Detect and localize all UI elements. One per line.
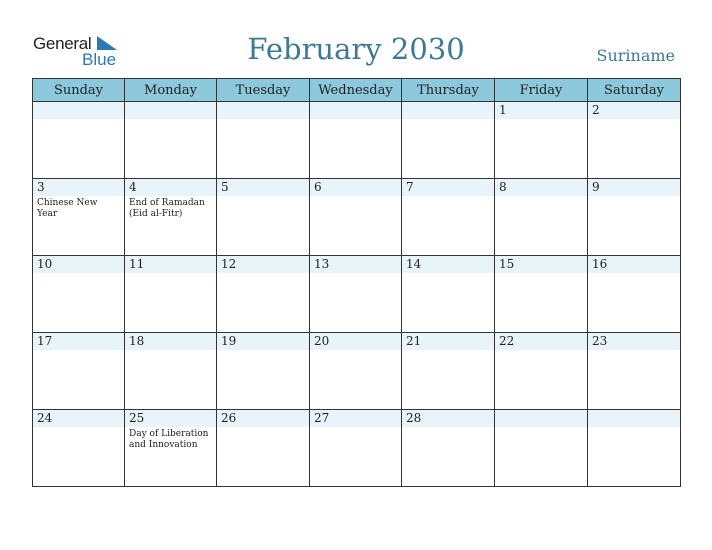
holiday-label: [495, 350, 587, 352]
day-cell[interactable]: [588, 256, 681, 333]
day-number: 7: [406, 180, 414, 194]
day-number: 26: [221, 411, 237, 425]
day-number-band: [588, 333, 680, 350]
holiday-label: [217, 119, 309, 121]
day-number: 2: [592, 103, 600, 117]
day-cell[interactable]: [217, 179, 310, 256]
holiday-label: [125, 350, 216, 352]
day-number-band: [495, 410, 587, 427]
logo-general-text: General: [33, 34, 92, 53]
week-row: [33, 410, 681, 487]
day-number-band: [588, 102, 680, 119]
day-number-band: [125, 410, 216, 427]
day-number-band: [402, 179, 494, 196]
calendar-grid: [32, 78, 681, 487]
holiday-label: [588, 350, 680, 352]
country-label: Suriname: [596, 46, 675, 65]
day-number: 9: [592, 180, 600, 194]
day-cell[interactable]: [495, 333, 588, 410]
weekday-header-row: [33, 79, 681, 102]
holiday-label: [33, 427, 124, 429]
holiday-label: [125, 273, 216, 275]
day-cell[interactable]: [125, 102, 217, 179]
day-number: 17: [37, 334, 53, 348]
day-cell[interactable]: [125, 410, 217, 487]
day-cell[interactable]: [402, 333, 495, 410]
week-row: [33, 179, 681, 256]
holiday-label: [33, 350, 124, 352]
day-number: 15: [499, 257, 515, 271]
holiday-label: [33, 273, 124, 275]
day-number: 14: [406, 257, 422, 271]
week-row: [33, 256, 681, 333]
day-cell[interactable]: [217, 333, 310, 410]
day-number-band: [402, 102, 494, 119]
page-title: February 2030: [247, 32, 465, 66]
day-cell[interactable]: [402, 102, 495, 179]
holiday-label: [588, 273, 680, 275]
holiday-label: [217, 350, 309, 352]
day-number: 19: [221, 334, 237, 348]
day-number-band: [217, 410, 309, 427]
day-number: 13: [314, 257, 330, 271]
weekday-header: Monday: [125, 79, 217, 102]
day-number: 10: [37, 257, 53, 271]
day-cell[interactable]: [495, 410, 588, 487]
holiday-label: [402, 273, 494, 275]
week-row: [33, 102, 681, 179]
holiday-label: [402, 427, 494, 429]
day-number-band: [495, 333, 587, 350]
day-cell[interactable]: [588, 333, 681, 410]
day-number-band: [33, 102, 124, 119]
holiday-label: Chinese New Year: [37, 198, 98, 219]
holiday-label: [310, 196, 401, 198]
day-number-band: [125, 333, 216, 350]
day-number: 18: [129, 334, 145, 348]
holiday-label: Day of Liberation and Innovation: [129, 429, 209, 450]
day-cell[interactable]: [310, 410, 402, 487]
holiday-label: [125, 119, 216, 121]
day-number-band: [495, 102, 587, 119]
day-cell[interactable]: [310, 102, 402, 179]
day-cell[interactable]: [217, 256, 310, 333]
day-cell[interactable]: [33, 179, 125, 256]
day-cell[interactable]: [402, 410, 495, 487]
day-number: 12: [221, 257, 237, 271]
day-cell[interactable]: [402, 179, 495, 256]
holiday-label: [217, 273, 309, 275]
day-cell[interactable]: [402, 256, 495, 333]
holiday-label: [310, 427, 401, 429]
day-cell[interactable]: [217, 410, 310, 487]
holiday-label: [588, 196, 680, 198]
holiday-label: [495, 119, 587, 121]
day-number: 24: [37, 411, 53, 425]
weekday-header: Tuesday: [217, 79, 310, 102]
day-number-band: [125, 102, 216, 119]
day-number-band: [402, 256, 494, 273]
weekday-header: Wednesday: [310, 79, 402, 102]
holiday-label: [495, 196, 587, 198]
day-number: 28: [406, 411, 422, 425]
day-number-band: [402, 333, 494, 350]
day-number: 16: [592, 257, 608, 271]
day-cell[interactable]: [495, 102, 588, 179]
day-number-band: [217, 333, 309, 350]
day-cell[interactable]: [33, 102, 125, 179]
holiday-label: [495, 273, 587, 275]
day-cell[interactable]: [125, 333, 217, 410]
holiday-label: [310, 350, 401, 352]
day-cell[interactable]: [588, 179, 681, 256]
day-number-band: [310, 333, 401, 350]
day-number: 25: [129, 411, 145, 425]
holiday-label: [33, 119, 124, 121]
week-row: [33, 333, 681, 410]
day-number-band: [310, 256, 401, 273]
day-number-band: [217, 179, 309, 196]
day-cell[interactable]: [588, 102, 681, 179]
day-cell[interactable]: [495, 179, 588, 256]
day-number-band: [310, 410, 401, 427]
logo-blue-text: Blue: [82, 50, 117, 69]
holiday-label: [402, 119, 494, 121]
day-number-band: [588, 410, 680, 427]
holiday-label: [588, 427, 680, 429]
day-number-band: [402, 410, 494, 427]
day-cell[interactable]: [495, 256, 588, 333]
holiday-label: [310, 119, 401, 121]
day-number: 27: [314, 411, 330, 425]
day-cell[interactable]: [310, 179, 402, 256]
day-number-band: [495, 179, 587, 196]
day-number-band: [33, 410, 124, 427]
holiday-label: [495, 427, 587, 429]
day-cell[interactable]: [310, 333, 402, 410]
day-number: 22: [499, 334, 515, 348]
holiday-label: [402, 196, 494, 198]
day-cell[interactable]: [217, 102, 310, 179]
holiday-label: [310, 273, 401, 275]
day-number-band: [217, 102, 309, 119]
day-cell[interactable]: [33, 333, 125, 410]
day-number: 5: [221, 180, 229, 194]
day-cell[interactable]: [310, 256, 402, 333]
day-number: 21: [406, 334, 422, 348]
day-number-band: [217, 256, 309, 273]
day-number: 1: [499, 103, 507, 117]
day-cell[interactable]: [125, 179, 217, 256]
day-number-band: [33, 256, 124, 273]
day-number: 23: [592, 334, 608, 348]
day-number-band: [310, 179, 401, 196]
day-number: 8: [499, 180, 507, 194]
day-number-band: [310, 102, 401, 119]
day-number-band: [495, 256, 587, 273]
day-number-band: [588, 179, 680, 196]
day-number-band: [125, 179, 216, 196]
day-number: 11: [129, 257, 145, 271]
holiday-label: [217, 427, 309, 429]
weekday-header: Saturday: [588, 79, 681, 102]
day-cell[interactable]: [33, 256, 125, 333]
day-number: 4: [129, 180, 137, 194]
day-number: 3: [37, 180, 45, 194]
day-number-band: [33, 179, 124, 196]
day-number-band: [33, 333, 124, 350]
holiday-label: [217, 196, 309, 198]
day-number: 20: [314, 334, 330, 348]
day-cell[interactable]: [588, 410, 681, 487]
day-number: 6: [314, 180, 322, 194]
holiday-label: [402, 350, 494, 352]
day-number-band: [588, 256, 680, 273]
holiday-label: [588, 119, 680, 121]
day-cell[interactable]: [33, 410, 125, 487]
weekday-header: Friday: [495, 79, 588, 102]
holiday-label: End of Ramadan (Eid al-Fitr): [129, 198, 205, 219]
weekday-header: Sunday: [33, 79, 125, 102]
day-cell[interactable]: [125, 256, 217, 333]
weekday-header: Thursday: [402, 79, 495, 102]
day-number-band: [125, 256, 216, 273]
